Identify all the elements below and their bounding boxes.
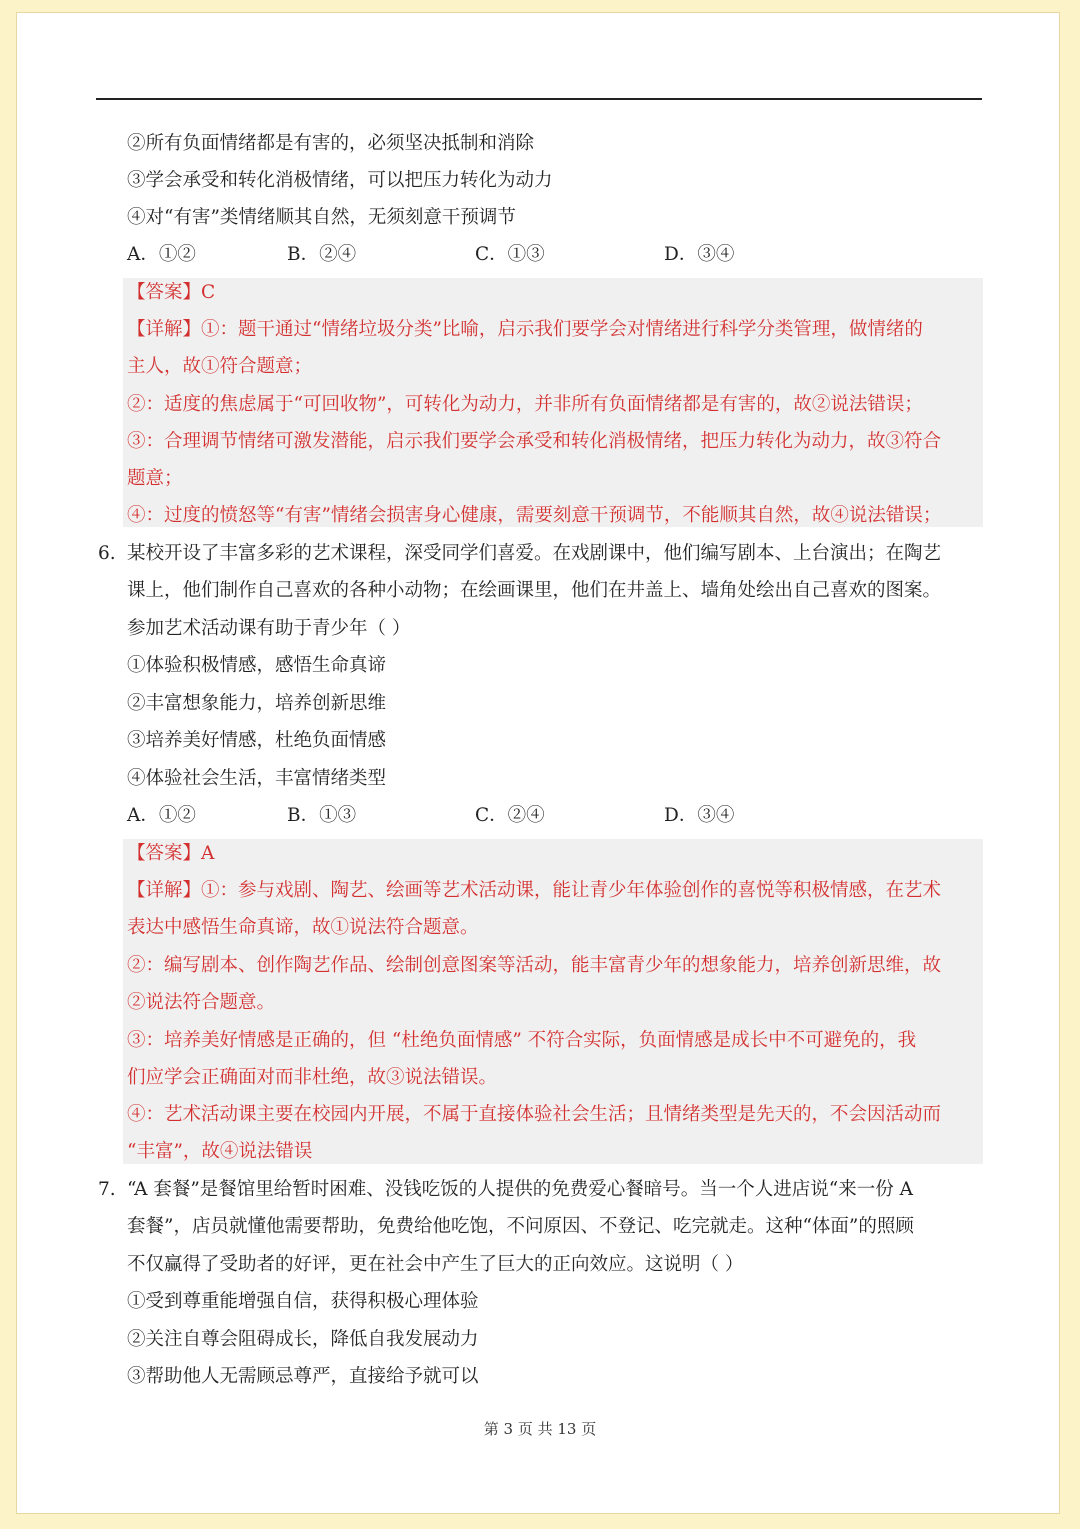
q6-option-c: C．②④ [475, 805, 545, 826]
q7-stem-1: “A 套餐”是餐馆里给暂时困难、没钱吃饭的人提供的免费爱心餐暗号。当一个人进店说“来一份 A [127, 1179, 913, 1200]
prev-explain-5: 题意； [127, 468, 183, 489]
prev-explain-4: ③：合理调节情绪可激发潜能，启示我们要学会承受和转化消极情绪，把压力转化为动力，故③符合 [127, 431, 942, 452]
header-rule [96, 98, 982, 100]
q6-number: 6. [98, 543, 116, 564]
prev-explain-6: ④：过度的愤怒等“有害”情绪会损害身心健康，需要刻意干预调节，不能顺其自然，故④说法错误； [127, 505, 942, 526]
q6-item-2: ②丰富想象能力，培养创新思维 [127, 693, 387, 714]
q6-item-4: ④体验社会生活，丰富情绪类型 [127, 768, 387, 789]
q7-stem-2: 套餐”，店员就懂他需要帮助，免费给他吃饱，不问原因、不登记、吃完就走。这种“体面”的照顾 [127, 1216, 914, 1237]
prev-explain-3: ②：适度的焦虑属于“可回收物”，可转化为动力，并非所有负面情绪都是有害的，故②说法错误； [127, 394, 923, 415]
q6-stem-1: 某校开设了丰富多彩的艺术课程，深受同学们喜爱。在戏剧课中，他们编写剧本、上台演出；在陶艺 [127, 543, 942, 564]
q7-item-3: ③帮助他人无需顾忌尊严，直接给予就可以 [127, 1366, 479, 1387]
q6-option-a: A．①② [127, 805, 196, 826]
q6-item-1: ①体验积极情感，感悟生命真谛 [127, 655, 387, 676]
q6-explain-7: ④：艺术活动课主要在校园内开展，不属于直接体验社会生活；且情绪类型是先天的，不会因活动而 [127, 1104, 942, 1125]
q6-option-d: D．③④ [664, 805, 735, 826]
page-footer: 第 3 页 共 13 页 [483, 1420, 597, 1438]
prev-item-3: ③学会承受和转化消极情绪，可以把压力转化为动力 [127, 170, 553, 191]
prev-option-b: B．②④ [287, 244, 357, 265]
q6-answer: 【答案】A [127, 843, 215, 864]
q6-explain-8: “丰富”，故④说法错误 [127, 1141, 313, 1162]
prev-option-a: A．①② [127, 244, 196, 265]
q6-explain-1: 【详解】①：参与戏剧、陶艺、绘画等艺术活动课，能让青少年体验创作的喜悦等积极情感，在艺术 [127, 880, 942, 901]
prev-option-d: D．③④ [664, 244, 735, 265]
q7-number: 7. [98, 1179, 116, 1200]
q6-item-3: ③培养美好情感，杜绝负面情感 [127, 730, 387, 751]
q6-stem-3: 参加艺术活动课有助于青少年（ ） [127, 618, 411, 639]
q6-option-b: B．①③ [287, 805, 357, 826]
q6-explain-3: ②：编写剧本、创作陶艺作品、绘制创意图案等活动，能丰富青少年的想象能力，培养创新思维，故 [127, 955, 942, 976]
q6-explain-5: ③：培养美好情感是正确的，但 “杜绝负面情感” 不符合实际，负面情感是成长中不可避免的，我 [127, 1030, 917, 1051]
q7-item-1: ①受到尊重能增强自信，获得积极心理体验 [127, 1291, 479, 1312]
prev-item-4: ④对“有害”类情绪顺其自然，无须刻意干预调节 [127, 207, 516, 228]
q6-explain-6: 们应学会正确面对而非杜绝，故③说法错误。 [127, 1067, 498, 1088]
prev-item-2: ②所有负面情绪都是有害的，必须坚决抵制和消除 [127, 133, 535, 154]
q6-stem-2: 课上，他们制作自己喜欢的各种小动物；在绘画课里，他们在井盖上、墙角处绘出自己喜欢的图案。 [127, 580, 942, 601]
q6-explain-4: ②说法符合题意。 [127, 992, 276, 1013]
prev-explain-1: 【详解】①：题干通过“情绪垃圾分类”比喻，启示我们要学会对情绪进行科学分类管理，做情绪的 [127, 319, 923, 340]
prev-explain-2: 主人，故①符合题意； [127, 356, 313, 377]
q6-explain-2: 表达中感悟生命真谛，故①说法符合题意。 [127, 917, 479, 938]
q7-stem-3: 不仅赢得了受助者的好评，更在社会中产生了巨大的正向效应。这说明（ ） [127, 1254, 744, 1275]
prev-answer: 【答案】C [127, 282, 216, 303]
prev-option-c: C．①③ [475, 244, 545, 265]
q7-item-2: ②关注自尊会阻碍成长，降低自我发展动力 [127, 1329, 479, 1350]
